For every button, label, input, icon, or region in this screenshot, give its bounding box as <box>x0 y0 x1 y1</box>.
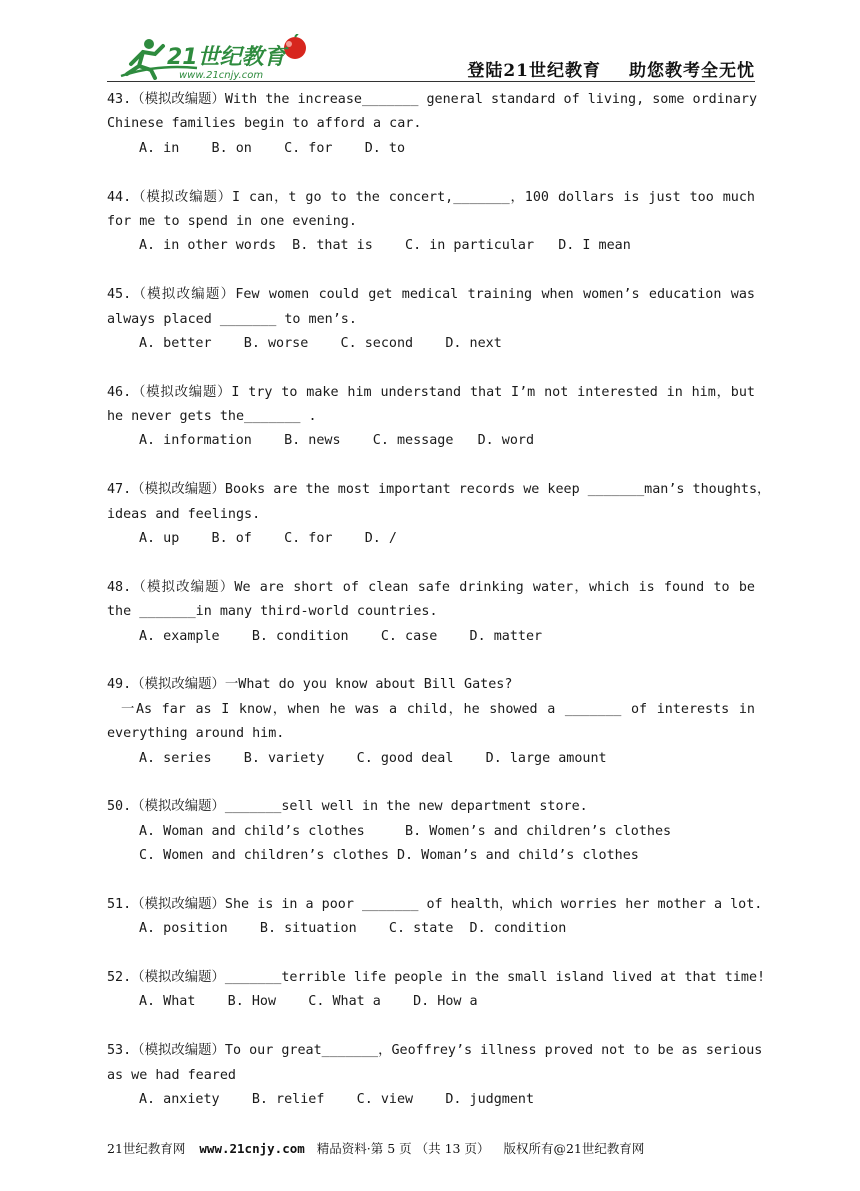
answer-options: A. better B. worse C. second D. next <box>139 335 502 351</box>
answer-options: A. Woman and child’s clothes B. Women’s and children’s clothes <box>139 823 672 839</box>
question-item <box>107 893 763 942</box>
question-text: 一As far as I know，when he was a child，he showed a _______ of interests in <box>121 701 755 717</box>
question-text: everything around him. <box>107 726 285 742</box>
slogan-left: 登陆21世纪教育 <box>467 61 601 81</box>
question-text: for me to spend in one evening. <box>107 213 357 229</box>
answer-options: A. series B. variety C. good deal D. large amount <box>139 750 607 766</box>
page-header <box>107 30 755 82</box>
question-text: 48.（模拟改编题）We are short of clean safe drinking water，which is found to be <box>107 579 755 595</box>
question-item <box>107 186 755 259</box>
question-text: 51.（模拟改编题）She is in a poor _______ of health，which worries her mother a lot. <box>107 896 763 912</box>
answer-options: A. up B. of C. for D. / <box>139 531 397 547</box>
header-slogan <box>467 56 755 81</box>
question-item <box>107 795 755 868</box>
question-text: 53.（模拟改编题）To our great_______，Geoffrey’s illness proved not to be as serious <box>107 1043 763 1059</box>
question-text: 43.（模拟改编题）With the increase_______ general standard of living, some ordinary <box>107 92 758 107</box>
svg-text:www.21cnjy.com: www.21cnjy.com <box>179 70 264 80</box>
question-item <box>107 283 755 356</box>
question-text: as we had feared <box>107 1067 236 1083</box>
question-text: the _______in many third-world countries. <box>107 604 438 620</box>
footer-copyright: 版权所有@21世纪教育网 <box>503 1141 645 1156</box>
answer-options: A. What B. How C. What a D. How a <box>139 994 478 1010</box>
question-text: ideas and feelings. <box>107 506 261 522</box>
question-item <box>107 381 755 454</box>
slogan-right: 助您教考全无忧 <box>629 61 755 81</box>
question-text: 49.（模拟改编题）一What do you know about Bill Gates? <box>107 677 513 693</box>
page-footer <box>107 1139 755 1157</box>
footer-page-info: 精品资料·第 5 页 （共 13 页） <box>316 1141 490 1156</box>
question-text: he never gets the_______ . <box>107 409 317 425</box>
question-item <box>107 576 755 649</box>
answer-options: A. information B. news C. message D. word <box>139 433 535 449</box>
question-text: 47.（模拟改编题）Books are the most important records we keep _______man’s thoughts， <box>107 482 771 498</box>
answer-options: A. in other words B. that is C. in particular D. I mean <box>139 238 631 254</box>
answer-options: A. position B. situation C. state D. condition <box>139 921 567 937</box>
footer-site: 21世纪教育网 <box>107 1141 186 1156</box>
21cnjy-logo <box>117 34 317 80</box>
question-list <box>107 88 771 1137</box>
question-item <box>107 673 755 771</box>
question-text: 44.（模拟改编题）I can，t go to the concert,_______，100 dollars is just too much <box>107 189 755 205</box>
svg-text:21世纪教育: 21世纪教育 <box>167 45 286 70</box>
header-divider <box>107 81 755 82</box>
answer-options: A. in B. on C. for D. to <box>139 140 406 156</box>
question-text: always placed _______ to men’s. <box>107 311 357 327</box>
question-item <box>107 1039 763 1112</box>
question-text: Chinese families begin to afford a car. <box>107 116 422 132</box>
question-text: 46.（模拟改编题）I try to make him understand that I’m not interested in him，but <box>107 384 755 400</box>
footer-url[interactable]: www.21cnjy.com <box>199 1141 305 1156</box>
question-item <box>107 966 766 1015</box>
question-text: 52.（模拟改编题）_______terrible life people in the small island lived at that time! <box>107 970 766 986</box>
answer-options: C. Women and children’s clothes D. Woman’s and child’s clothes <box>139 848 639 864</box>
question-text: 45.（模拟改编题）Few women could get medical training when women’s education was <box>107 287 755 303</box>
question-item <box>107 88 758 161</box>
question-text: 50.（模拟改编题）_______sell well in the new department store. <box>107 799 588 815</box>
question-item <box>107 478 771 551</box>
answer-options: A. example B. condition C. case D. matter <box>139 628 543 644</box>
answer-options: A. anxiety B. relief C. view D. judgment <box>139 1092 535 1108</box>
